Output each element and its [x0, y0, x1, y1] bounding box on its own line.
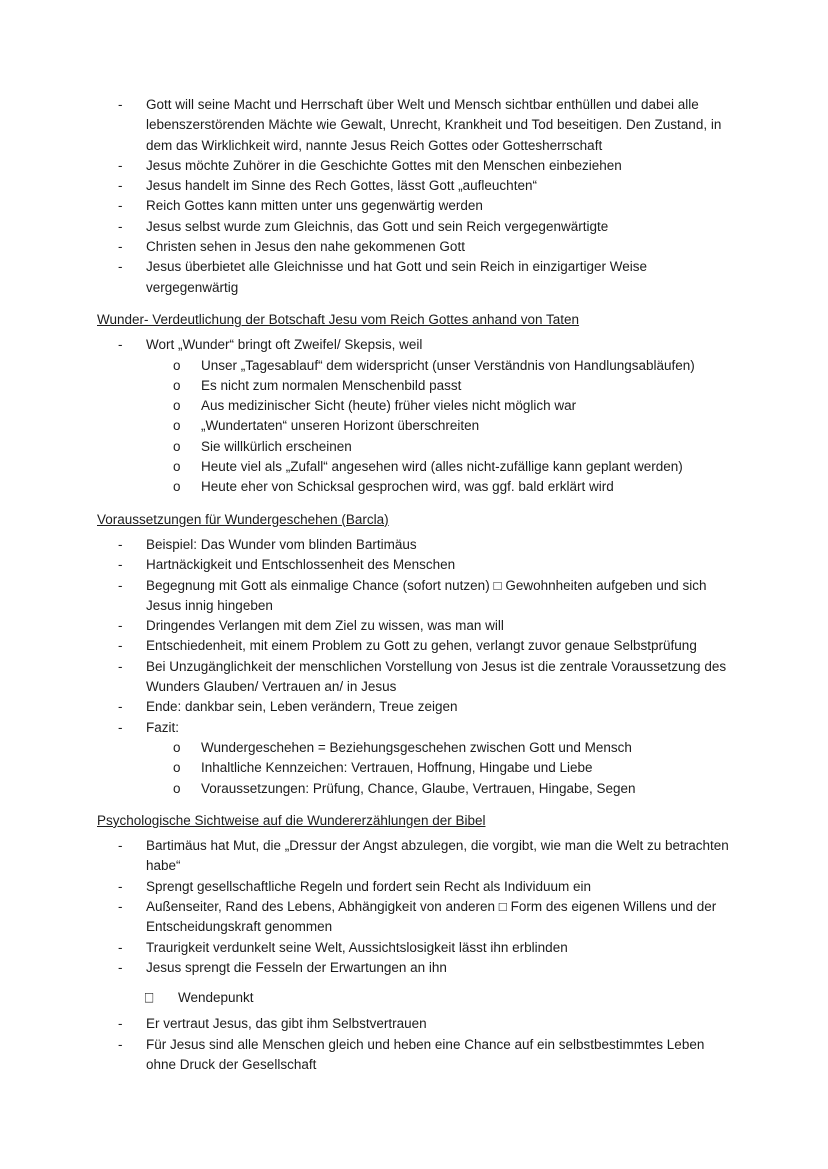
dash-bullet-marker: - [118, 97, 123, 112]
item-text: „Wundertaten“ unseren Horizont überschreiten [201, 418, 480, 434]
list-item [97, 616, 738, 636]
list-item [97, 1035, 738, 1076]
item-text: Wundergeschehen = Beziehungsgeschehen zwischen Gott und Mensch [201, 739, 632, 755]
item-text: Voraussetzungen: Prüfung, Chance, Glaube, Vertrauen, Hingabe, Segen [201, 780, 636, 796]
list-item [97, 217, 738, 237]
item-text: Heute eher von Schicksal gesprochen wird, was ggf. bald erklärt wird [201, 479, 614, 495]
item-text: Inhaltliche Kennzeichen: Vertrauen, Hoffnung, Hingabe und Liebe [201, 760, 593, 776]
circle-bullet-marker: o [173, 780, 181, 796]
sub-list-item [146, 758, 738, 778]
intro-bullet-list [97, 95, 738, 298]
sub-list-item [146, 738, 738, 758]
sub-list-item [146, 437, 738, 457]
item-text: Jesus handelt im Sinne des Rech Gottes, lässt Gott „aufleuchten“ [146, 178, 537, 194]
callout-text: Wendepunkt [178, 990, 254, 1006]
dash-bullet-marker: - [118, 618, 123, 634]
item-text: Bei Unzugänglichkeit der menschlichen Vorstellung von Jesus ist die zentrale Voraussetzung des Wunders Glauben/ Vertrauen an/ in Jesus [146, 658, 727, 695]
list-item [97, 95, 738, 156]
list-item [97, 555, 738, 575]
sub-bullet-list [146, 356, 738, 498]
circle-bullet-marker: o [173, 377, 181, 393]
list-item [97, 176, 738, 196]
dash-bullet-marker: - [118, 658, 123, 674]
item-text: Beispiel: Das Wunder vom blinden Bartimäus [146, 536, 417, 552]
item-text: Sie willkürlich erscheinen [201, 438, 352, 454]
list-item [97, 156, 738, 176]
dash-bullet-marker: - [118, 838, 123, 854]
list-item [97, 636, 738, 656]
item-text: Unser „Tagesablauf“ dem widerspricht (unser Verständnis von Handlungsabläufen) [201, 357, 695, 373]
dash-bullet-marker: - [118, 719, 123, 735]
section-heading-psychologisch: Psychologische Sichtweise auf die Wundererzählungen der Bibel [97, 812, 486, 828]
notdef-box-marker: □ [145, 988, 154, 1007]
list-item [97, 196, 738, 216]
list-item [97, 877, 738, 897]
item-text: Fazit: [146, 719, 180, 735]
dash-bullet-marker: - [118, 557, 123, 573]
circle-bullet-marker: o [173, 418, 181, 434]
psychologisch-bullet-list [97, 836, 738, 978]
list-item [97, 237, 738, 257]
item-text: Bartimäus hat Mut, die „Dressur der Angst abzulegen, die vorgibt, wie man die Welt zu betrachten habe“ [146, 838, 729, 874]
dash-bullet-marker: - [118, 959, 123, 975]
circle-bullet-marker: o [173, 357, 181, 373]
sub-list-item [146, 376, 738, 396]
item-text: Ende: dankbar sein, Leben verändern, Treue zeigen [146, 699, 458, 715]
list-item [97, 535, 738, 555]
dash-bullet-marker: - [118, 638, 123, 654]
item-text: Aus medizinischer Sicht (heute) früher vieles nicht möglich war [201, 398, 577, 414]
circle-bullet-marker: o [173, 438, 181, 454]
psychologisch-bullet-list-after [97, 1014, 738, 1075]
item-text: Er vertraut Jesus, das gibt ihm Selbstvertrauen [146, 1016, 427, 1032]
circle-bullet-marker: o [173, 760, 181, 776]
item-text: Es nicht zum normalen Menschenbild passt [201, 377, 462, 393]
item-text: Entschiedenheit, mit einem Problem zu Gott zu gehen, verlangt zuvor genaue Selbstprüfung [146, 638, 697, 654]
dash-bullet-marker: - [118, 1016, 123, 1032]
dash-bullet-marker: - [118, 1036, 123, 1052]
list-item [97, 958, 738, 978]
item-text: Jesus überbietet alle Gleichnisse und hat Gott und sein Reich in einzigartiger Weise vergegenwärtig [146, 259, 648, 295]
section-heading-voraussetzungen: Voraussetzungen für Wundergeschehen (Barcla) [97, 511, 389, 527]
item-text: Für Jesus sind alle Menschen gleich und heben eine Chance auf ein selbstbestimmtes Leben ohne Druck der Gesellschaft [146, 1036, 705, 1073]
voraussetzungen-bullet-list [97, 535, 738, 799]
item-text: Jesus möchte Zuhörer in die Geschichte Gottes mit den Menschen einbeziehen [146, 157, 622, 173]
item-text: Sprengt gesellschaftliche Regeln und fordert sein Recht als Individuum ein [146, 878, 592, 894]
item-text: Christen sehen in Jesus den nahe gekommenen Gott [146, 239, 465, 255]
item-text: Hartnäckigkeit und Entschlossenheit des Menschen [146, 557, 456, 573]
dash-bullet-marker: - [118, 198, 123, 214]
list-item [97, 257, 738, 298]
circle-bullet-marker: o [173, 739, 181, 755]
dash-bullet-marker: - [118, 259, 123, 275]
dash-bullet-marker: - [118, 699, 123, 715]
list-item [97, 657, 738, 698]
list-item [97, 836, 738, 877]
sub-list-item [146, 477, 738, 497]
wunder-bullet-list [97, 335, 738, 497]
item-text: Außenseiter, Rand des Lebens, Abhängigkeit von anderen □ Form des eigenen Willens und der Entscheidungskraft genommen [146, 898, 717, 935]
dash-bullet-marker: - [118, 878, 123, 894]
list-item [97, 576, 738, 617]
sub-list-item [146, 356, 738, 376]
wendepunkt-callout [97, 988, 738, 1008]
dash-bullet-marker: - [118, 577, 123, 593]
dash-bullet-marker: - [118, 218, 123, 234]
sub-list-item [146, 396, 738, 416]
dash-bullet-marker: - [118, 157, 123, 173]
dash-bullet-marker: - [118, 536, 123, 552]
sub-list-item [146, 457, 738, 477]
list-item [97, 938, 738, 958]
circle-bullet-marker: o [173, 459, 181, 475]
sub-list-item [146, 416, 738, 436]
item-text: Begegnung mit Gott als einmalige Chance (sofort nutzen) □ Gewohnheiten aufgeben und sich Jesus innig hingeben [146, 577, 707, 613]
list-item [97, 1014, 738, 1034]
list-item [97, 718, 738, 799]
item-text: Heute viel als „Zufall“ angesehen wird (alles nicht-zufällige kann geplant werden) [201, 459, 683, 475]
section-heading-wunder: Wunder- Verdeutlichung der Botschaft Jesu vom Reich Gottes anhand von Taten [97, 311, 580, 327]
circle-bullet-marker: o [173, 398, 181, 414]
sub-list-item [146, 779, 738, 799]
dash-bullet-marker: - [118, 898, 123, 914]
item-text: Gott will seine Macht und Herrschaft über Welt und Mensch sichtbar enthüllen und dabei alle lebenszerstörenden Mächte wie Gewalt, Unrecht, Krankheit und Tod beseitigen. Den Zustand, in dem das Wirklichkeit wird, nannte Jesus Reich Gottes oder Gottesherrschaft [146, 97, 722, 153]
dash-bullet-marker: - [118, 239, 123, 255]
item-text: Wort „Wunder“ bringt oft Zweifel/ Skepsis, weil [146, 337, 423, 353]
list-item [97, 697, 738, 717]
dash-bullet-marker: - [118, 178, 123, 194]
list-item [97, 897, 738, 938]
list-item [97, 335, 738, 497]
item-text: Jesus selbst wurde zum Gleichnis, das Gott und sein Reich vergegenwärtigte [146, 218, 609, 234]
item-text: Reich Gottes kann mitten unter uns gegenwärtig werden [146, 198, 483, 214]
item-text: Jesus sprengt die Fesseln der Erwartungen an ihn [146, 959, 447, 975]
dash-bullet-marker: - [118, 939, 123, 955]
item-text: Traurigkeit verdunkelt seine Welt, Aussichtslosigkeit lässt ihn erblinden [146, 939, 568, 955]
dash-bullet-marker: - [118, 337, 123, 353]
circle-bullet-marker: o [173, 479, 181, 495]
fazit-sub-list [146, 738, 738, 799]
item-text: Dringendes Verlangen mit dem Ziel zu wissen, was man will [146, 618, 504, 634]
